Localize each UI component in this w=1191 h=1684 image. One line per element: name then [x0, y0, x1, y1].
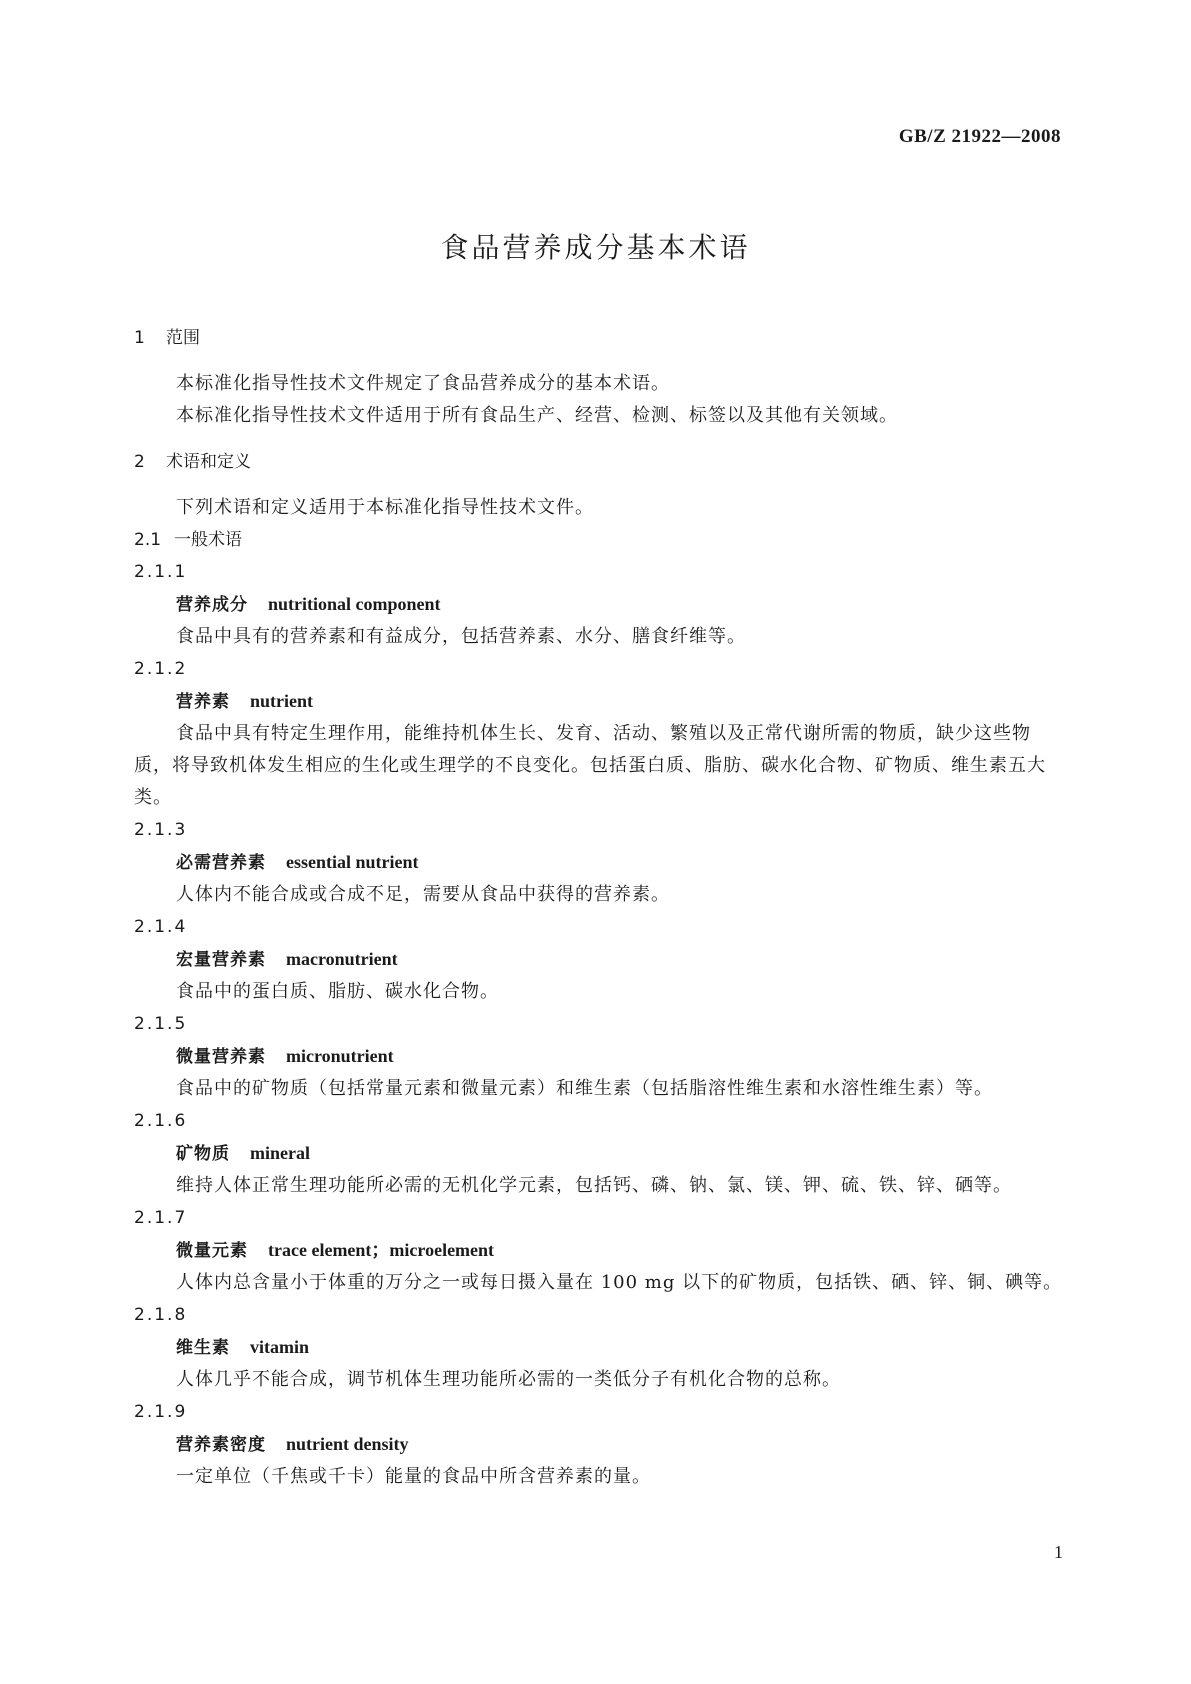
term-english: vitamin [250, 1337, 310, 1357]
term-chinese: 微量元素 [176, 1241, 248, 1261]
term-definition: 人体内总含量小于体重的万分之一或每日摄入量在 100 mg 以下的矿物质，包括铁、硒、锌、铜、碘等。 [176, 1272, 1063, 1293]
subsection-2-1-number: 2.1 [134, 530, 162, 550]
clause-number: 2.1.4 [134, 917, 188, 937]
term-english: nutritional component [268, 594, 441, 614]
term-line [134, 1234, 1064, 1267]
page-number: 1 [1054, 1542, 1063, 1562]
term-chinese: 营养素密度 [176, 1435, 266, 1455]
term-line [134, 685, 1064, 718]
term-chinese: 微量营养素 [176, 1047, 266, 1067]
clause-number: 2.1.7 [134, 1208, 188, 1228]
section-1-title: 范围 [166, 328, 200, 348]
section-2-heading [134, 446, 1064, 478]
term-entry-2-1-2 [134, 653, 1064, 814]
term-definition: 食品中具有的营养素和有益成分，包括营养素、水分、膳食纤维等。 [176, 626, 746, 647]
section-2-intro: 下列术语和定义适用于本标准化指导性技术文件。 [176, 497, 594, 518]
subsection-2-1-heading [134, 524, 1064, 556]
term-entry-2-1-9 [134, 1396, 1064, 1493]
section-2-title: 术语和定义 [166, 452, 251, 472]
term-line [134, 846, 1064, 879]
clause-number: 2.1.6 [134, 1111, 188, 1131]
term-definition: 食品中的矿物质（包括常量元素和微量元素）和维生素（包括脂溶性维生素和水溶性维生素）等。 [176, 1078, 993, 1099]
term-definition: 食品中具有特定生理作用，能维持机体生长、发育、活动、繁殖以及正常代谢所需的物质，缺少这些物质，将导致机体发生相应的生化或生理学的不良变化。包括蛋白质、脂肪、碳水化合物、矿物质、维生素五大类。 [134, 723, 1046, 808]
term-chinese: 宏量营养素 [176, 950, 266, 970]
term-definition: 食品中的蛋白质、脂肪、碳水化合物。 [176, 981, 499, 1002]
term-english: trace element；microelement [268, 1240, 495, 1260]
term-english: micronutrient [286, 1046, 394, 1066]
term-line [134, 1137, 1064, 1170]
section-1-paragraph-2: 本标准化指导性技术文件适用于所有食品生产、经营、检测、标签以及其他有关领域。 [176, 405, 898, 426]
term-definition: 一定单位（千焦或千卡）能量的食品中所含营养素的量。 [176, 1466, 651, 1487]
term-chinese: 必需营养素 [176, 853, 266, 873]
term-chinese: 营养素 [176, 692, 230, 712]
term-chinese: 矿物质 [176, 1144, 230, 1164]
term-english: nutrient density [286, 1434, 409, 1454]
term-chinese: 维生素 [176, 1338, 230, 1358]
term-entry-2-1-6 [134, 1105, 1064, 1202]
term-entry-2-1-8 [134, 1299, 1064, 1396]
clause-number: 2.1.8 [134, 1305, 188, 1325]
term-chinese: 营养成分 [176, 595, 248, 615]
clause-number: 2.1.5 [134, 1014, 188, 1034]
clause-number: 2.1.2 [134, 659, 188, 679]
term-definition: 人体几乎不能合成，调节机体生理功能所必需的一类低分子有机化合物的总称。 [176, 1369, 841, 1390]
document-title: 食品营养成分基本术语 [440, 231, 751, 264]
term-entry-2-1-5 [134, 1008, 1064, 1105]
section-1-heading [134, 322, 1064, 354]
term-line [134, 1428, 1064, 1461]
clause-number: 2.1.1 [134, 562, 188, 582]
term-english: nutrient [250, 691, 313, 711]
subsection-2-1-title: 一般术语 [174, 530, 242, 550]
term-line [134, 943, 1064, 976]
term-entry-2-1-4 [134, 911, 1064, 1008]
clause-number: 2.1.9 [134, 1402, 188, 1422]
term-definition: 人体内不能合成或合成不足，需要从食品中获得的营养素。 [176, 884, 670, 905]
section-1-paragraph-1: 本标准化指导性技术文件规定了食品营养成分的基本术语。 [176, 373, 670, 394]
term-line [134, 1331, 1064, 1364]
term-english: essential nutrient [286, 852, 419, 872]
term-line [134, 1040, 1064, 1073]
term-line [134, 588, 1064, 621]
clause-number: 2.1.3 [134, 820, 188, 840]
term-entry-2-1-7 [134, 1202, 1064, 1299]
section-2-number: 2 [134, 452, 145, 472]
document-body [134, 322, 1064, 1493]
term-entry-2-1-3 [134, 814, 1064, 911]
term-english: macronutrient [286, 949, 398, 969]
term-definition: 维持人体正常生理功能所必需的无机化学元素，包括钙、磷、钠、氯、镁、钾、硫、铁、锌、硒等。 [176, 1175, 1012, 1196]
standard-code: GB/Z 21922—2008 [898, 126, 1061, 147]
term-english: mineral [250, 1143, 310, 1163]
term-entry-2-1-1 [134, 556, 1064, 653]
section-1-number: 1 [134, 328, 145, 348]
